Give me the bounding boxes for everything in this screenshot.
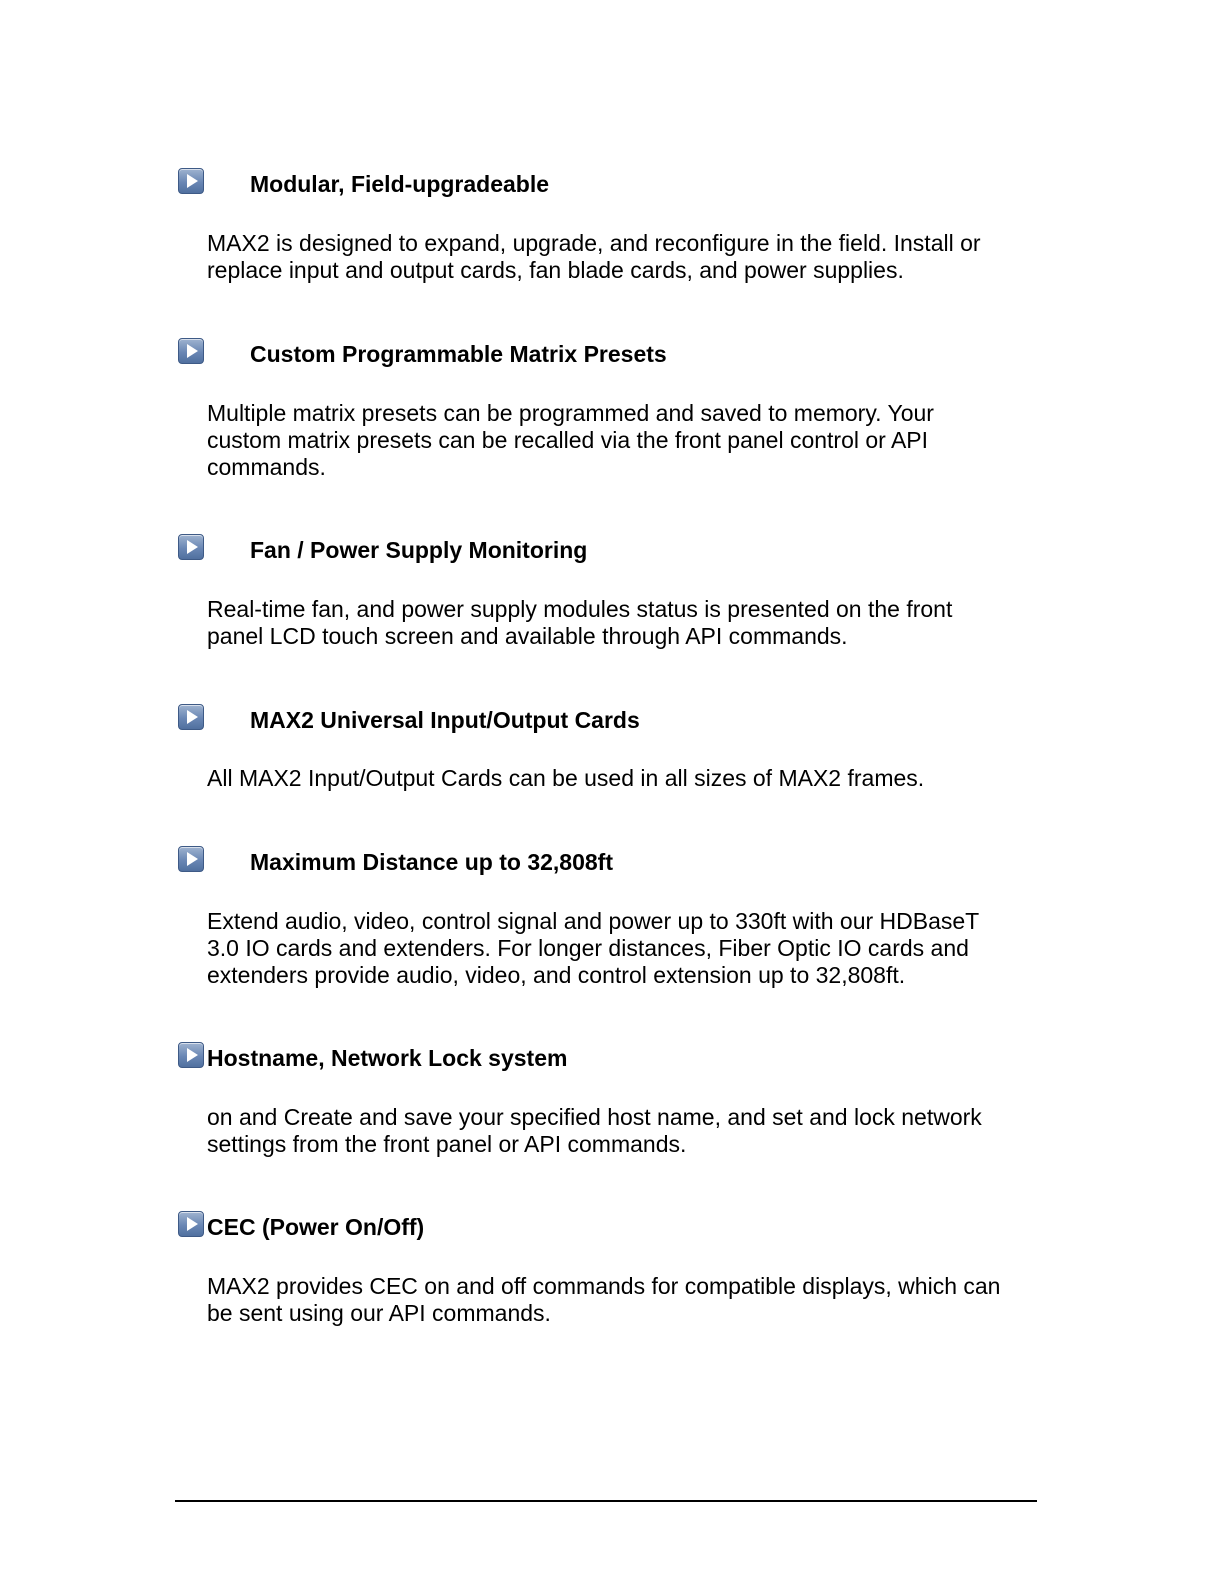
description-line: settings from the front panel or API commands. <box>207 1131 687 1157</box>
feature-title: Modular, Field-upgradeable <box>250 171 550 197</box>
play-arrow-icon <box>178 846 204 872</box>
description-line: Extend audio, video, control signal and power up to 330ft with our HDBaseT <box>207 908 980 934</box>
description-line: All MAX2 Input/Output Cards can be used in all sizes of MAX2 frames. <box>207 765 925 791</box>
feature-description <box>207 596 1037 650</box>
feature-title: Hostname, Network Lock system <box>207 1045 568 1071</box>
play-arrow-icon <box>178 338 204 364</box>
description-line: Real-time fan, and power supply modules status is presented on the front <box>207 596 953 622</box>
feature-title: Custom Programmable Matrix Presets <box>250 341 667 367</box>
description-line: be sent using our API commands. <box>207 1300 551 1326</box>
description-line: custom matrix presets can be recalled via the front panel control or API <box>207 427 929 453</box>
description-line: MAX2 provides CEC on and off commands for compatible displays, which can <box>207 1273 1001 1299</box>
description-line: 3.0 IO cards and extenders. For longer distances, Fiber Optic IO cards and <box>207 935 969 961</box>
description-line: commands. <box>207 454 326 480</box>
feature-title: Maximum Distance up to 32,808ft <box>250 849 613 875</box>
description-line: replace input and output cards, fan blade cards, and power supplies. <box>207 257 904 283</box>
feature-title: Fan / Power Supply Monitoring <box>250 537 588 563</box>
play-arrow-icon <box>178 534 204 560</box>
play-arrow-icon <box>178 1042 204 1068</box>
feature-description <box>207 400 1037 481</box>
description-line: MAX2 is designed to expand, upgrade, and reconfigure in the field. Install or <box>207 230 981 256</box>
footer-divider <box>175 1500 1037 1502</box>
description-line: panel LCD touch screen and available through API commands. <box>207 623 848 649</box>
description-line: on and Create and save your specified host name, and set and lock network <box>207 1104 982 1130</box>
play-arrow-icon <box>178 1211 204 1237</box>
play-arrow-icon <box>178 704 204 730</box>
feature-description <box>207 230 1037 284</box>
feature-description <box>207 1104 1037 1158</box>
feature-description <box>207 765 1037 792</box>
description-line: extenders provide audio, video, and control extension up to 32,808ft. <box>207 962 906 988</box>
feature-title: MAX2 Universal Input/Output Cards <box>250 707 640 733</box>
play-arrow-icon <box>178 168 204 194</box>
description-line: Multiple matrix presets can be programmed and saved to memory. Your <box>207 400 934 426</box>
feature-description <box>207 908 1037 989</box>
feature-title: CEC (Power On/Off) <box>207 1214 425 1240</box>
feature-description <box>207 1273 1037 1327</box>
